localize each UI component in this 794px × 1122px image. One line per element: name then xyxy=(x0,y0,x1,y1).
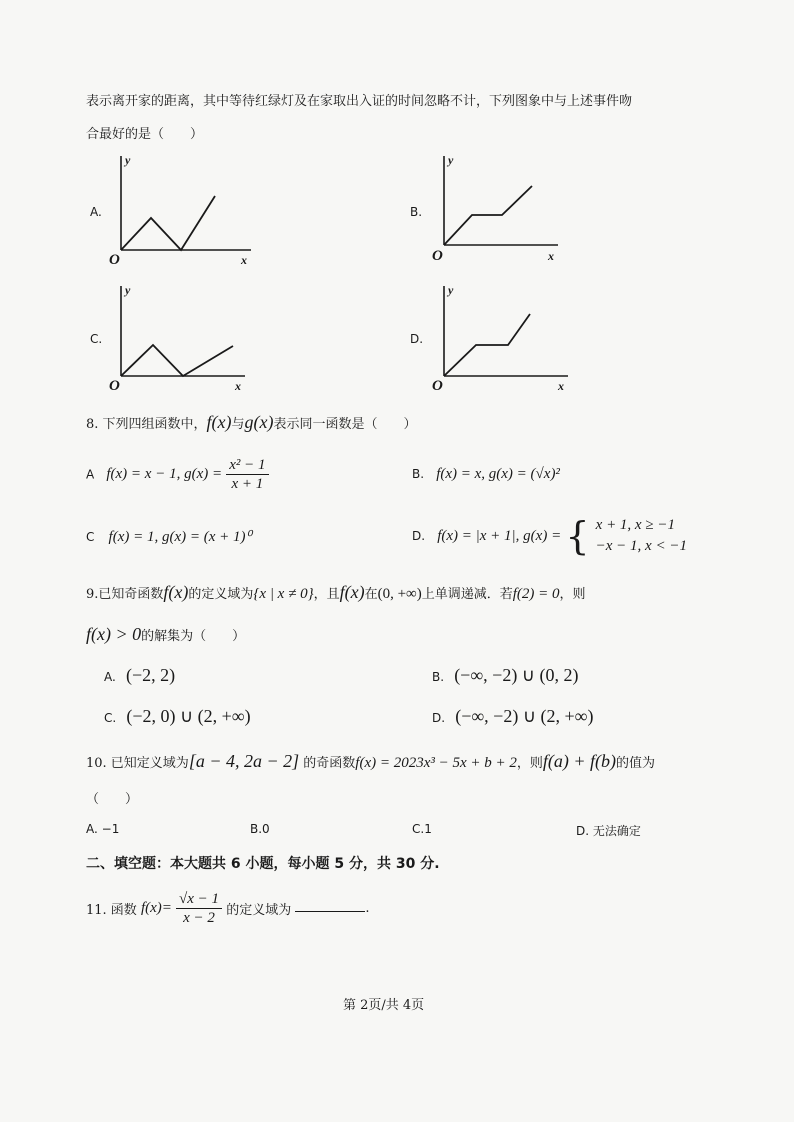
y-label: y xyxy=(448,283,454,297)
graph-c-curve xyxy=(121,345,233,376)
q10-option-c: C.1 xyxy=(412,822,432,836)
q8-option-b: B. f(x) = x, g(x) = (√x)² xyxy=(412,466,560,482)
q8-a-fraction: $\frac{\text{x² − 1}}{x + 1}$ xyxy=(226,456,268,493)
graph-a-curve xyxy=(121,196,215,250)
q9-option-b: B. (−∞, −2) ∪ (0, 2) xyxy=(432,665,579,685)
q9-option-a: A. (−2, 2) xyxy=(104,665,176,685)
q10-answer-paren: （ ） xyxy=(86,792,139,807)
q7-graph-a xyxy=(105,150,255,270)
q10-option-a: A. −1 xyxy=(86,822,120,836)
q7-stem-line1: 表示离开家的距离，其中等待红绿灯及在家取出入证的时间忽略不计，下列图象中与上述事件吻 xyxy=(86,94,633,109)
section-heading: 二、填空题：本大题共 6 小题，每小题 5 分，共 30 分. xyxy=(86,856,440,872)
x-label: x xyxy=(241,253,247,267)
q7-graph-b xyxy=(428,150,578,270)
q7-option-b-label: B. xyxy=(410,205,423,219)
q7-option-d-label: D. xyxy=(410,332,424,346)
q10-option-d: D. 无法确定 xyxy=(576,824,641,838)
q8-stem: 8. 下列四组函数中，f(x)与g(x)表示同一函数是（ ） xyxy=(86,412,417,432)
q7-option-c-label: C. xyxy=(90,332,103,346)
q7-stem-line2: 合最好的是（ ） xyxy=(86,127,204,142)
left-brace: { xyxy=(565,514,590,558)
page-footer: 第 2页/共 4页 xyxy=(343,998,425,1013)
x-label: x xyxy=(235,379,241,393)
q9-option-c: C. (−2, 0) ∪ (2, +∞) xyxy=(104,706,251,726)
q10-option-b: B.0 xyxy=(250,822,270,836)
q8-option-a: A f(x) = x − 1, g(x) = $\frac{\text{x² − 1}}{x + 1}$ xyxy=(86,456,269,493)
x-label: x xyxy=(548,249,554,263)
q8-option-c: C f(x) = 1, g(x) = (x + 1)⁰ xyxy=(86,529,252,545)
graph-d-curve xyxy=(444,314,530,376)
origin-label: O xyxy=(432,378,443,394)
y-label: y xyxy=(125,153,131,167)
q7-graph-c xyxy=(105,280,255,395)
graph-b-curve xyxy=(444,186,532,245)
q9-option-d: D. (−∞, −2) ∪ (2, +∞) xyxy=(432,706,594,726)
origin-label: O xyxy=(109,378,120,394)
q11-stem: 11. 函数 f(x)= $\frac{√x - 1}{x - 2}$ 的定义域为 . xyxy=(86,891,370,926)
q7-graph-d xyxy=(428,280,578,395)
origin-label: O xyxy=(109,252,120,268)
q9-stem-line1: 9.已知奇函数f(x)的定义域为{x | x ≠ 0}，且f(x)在(0, +∞)上单调递减．若f(2) = 0，则 xyxy=(86,582,586,602)
origin-label: O xyxy=(432,248,443,264)
y-label: y xyxy=(125,283,131,297)
x-label: x xyxy=(558,379,564,393)
q7-option-a-label: A. xyxy=(90,205,102,219)
y-label: y xyxy=(448,153,454,167)
q10-stem: 10. 已知定义域为[a − 4, 2a − 2] 的奇函数f(x) = 2023x³ − 5x + b + 2，则f(a) + f(b)的值为 xyxy=(86,751,656,771)
q8-option-d: D. f(x) = |x + 1|, g(x) = { x + 1, x ≥ −1 −x − 1, x < −1 xyxy=(412,514,687,558)
q9-stem-line2: f(x) > 0的解集为（ ） xyxy=(86,624,246,644)
q11-fraction: $\frac{√x - 1}{x - 2}$ xyxy=(176,890,222,927)
q11-answer-blank[interactable] xyxy=(295,899,365,912)
